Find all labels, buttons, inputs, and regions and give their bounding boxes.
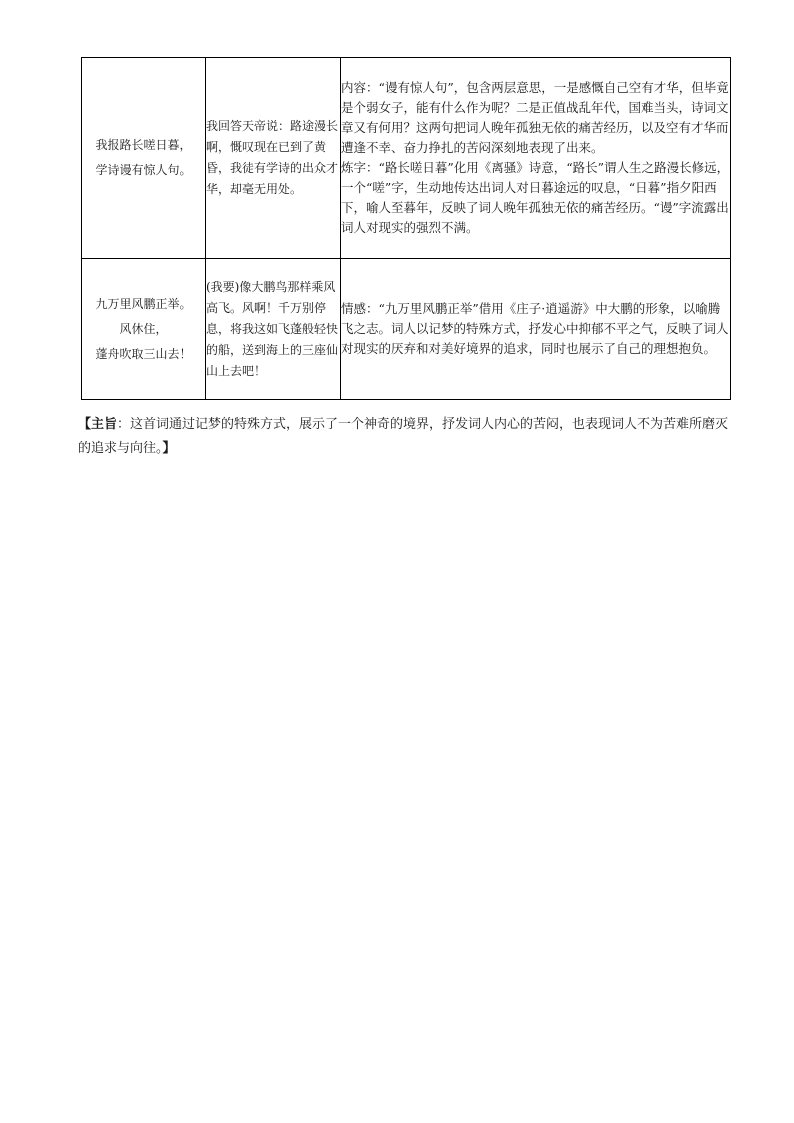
- original-line: 风休住，: [119, 321, 168, 336]
- analysis-paragraph: 炼字：“路长嗟日暮”化用《离骚》诗意，“路长”谓人生之路漫长修远，一个“嗟”字，生动地传达出词人对日暮途远的叹息，“日暮”指夕阳西下，喻人至暮年，反映了词人晚年孤独无依的痛苦经历。“谩”字流露出词人对现实的强烈不满。: [341, 160, 730, 235]
- analysis-paragraph: 情感：“九万里风鹏正举”借用《庄子·逍遥游》中大鹏的形象，以喻腾飞之志。词人以记梦的特殊方式，抒发心中抑郁不平之气，反映了词人对现实的厌弃和对美好境界的追求，同时也展示了自己的理想抱负。: [341, 301, 729, 356]
- original-line: 我报路长嗟日暮，: [95, 138, 192, 152]
- summary-close-bracket: 】: [162, 441, 176, 456]
- theme-summary: [78, 413, 738, 461]
- table-row: [82, 259, 731, 400]
- summary-text: 这首词通过记梦的特殊方式，展示了一个神奇的境界，抒发词人内心的苦闷，也表现词人不为苦难所磨灭的追求与向往。: [78, 417, 729, 456]
- original-text-cell: [82, 58, 206, 259]
- summary-open-bracket: 【: [78, 417, 92, 432]
- translation-cell: [206, 58, 341, 259]
- original-line: 蓬舟吹取三山去！: [95, 346, 192, 361]
- poem-analysis-table: [81, 57, 731, 400]
- summary-colon: ：: [117, 417, 131, 432]
- translation-cell: [206, 259, 341, 400]
- original-line: 九万里风鹏正举。: [95, 296, 192, 311]
- analysis-paragraph: 内容：“谩有惊人句”，包含两层意思，一是感慨自己空有才华，但毕竟是个弱女子，能有什么作为呢？二是正值战乱年代，国难当头，诗词文章又有何用？这两句把词人晚年孤独无依的痛苦经历，以及空有才华而遭逢不幸、奋力挣扎的苦闷深刻地表现了出来。: [341, 80, 729, 155]
- table-row: [82, 58, 731, 259]
- original-line: 学诗谩有惊人句。: [95, 163, 192, 177]
- translation-text: 我回答天帝说：路途漫长啊，慨叹现在已到了黄昏，我徒有学诗的出众才华，却毫无用处。: [206, 119, 339, 196]
- analysis-cell: [341, 259, 731, 400]
- original-text-cell: [82, 259, 206, 400]
- translation-text: (我要)像大鹏鸟那样乘风高飞。风啊！千万别停息，将我这如飞蓬般轻快的船，送到海上的三座仙山上去吧！: [206, 279, 339, 378]
- summary-label: 主旨: [91, 417, 118, 432]
- analysis-cell: [341, 58, 731, 259]
